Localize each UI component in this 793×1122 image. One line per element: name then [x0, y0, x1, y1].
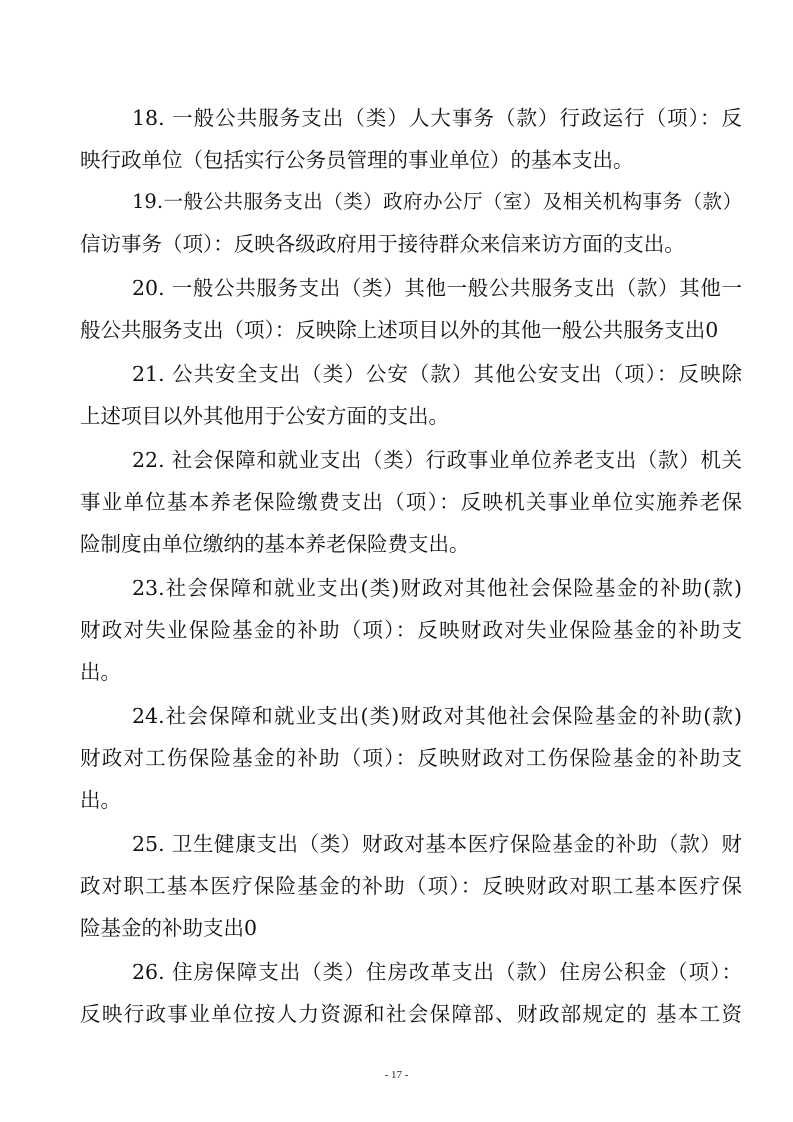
- paragraph-22-line-3: 险制度由单位缴纳的基本养老保险费支出。: [80, 532, 470, 556]
- paragraph-22-line-1: 22. 社会保障和就业支出（类）行政事业单位养老支出（款）机关: [132, 448, 742, 472]
- paragraph-23-line-2: 财政对失业保险基金的补助（项）：反映财政对失业保险基金的补助支: [80, 618, 742, 642]
- paragraph-20-line-2: 般公共服务支出（项）：反映除上述项目以外的其他一般公共服务支出0: [80, 318, 719, 342]
- paragraph-21-line-1: 21. 公共安全支出（类）公安（款）其他公安支出（项）：反映除: [132, 362, 742, 386]
- paragraph-24-line-3: 出。: [80, 788, 121, 812]
- paragraph-25-line-1: 25. 卫生健康支出（类）财政对基本医疗保险基金的补助（款）财: [132, 832, 742, 856]
- paragraph-26-line-1: 26. 住房保障支出（类）住房改革支出（款）住房公积金（项）：: [132, 960, 742, 984]
- paragraph-19-line-2: 信访事务（项）：反映各级政府用于接待群众来信来访方面的支出。: [80, 232, 685, 256]
- paragraph-25-line-2: 政对职工基本医疗保险基金的补助（项）：反映财政对职工基本医疗保: [80, 874, 742, 898]
- paragraph-26-line-2: 反映行政事业单位按人力资源和社会保障部、财政部规定的 基本工资: [80, 1002, 742, 1026]
- paragraph-19-line-1: 19.一般公共服务支出（类）政府办公厅（室）及相关机构事务（款）: [132, 190, 742, 213]
- paragraph-22-line-2: 事业单位基本养老保险缴费支出（项）：反映机关事业单位实施养老保: [80, 490, 742, 514]
- paragraph-24-line-2: 财政对工伤保险基金的补助（项）：反映财政对工伤保险基金的补助支: [80, 746, 742, 770]
- page-number: - 17 -: [384, 1069, 409, 1081]
- paragraph-18-line-1: 18. 一般公共服务支出（类）人大事务（款）行政运行（项）：反: [132, 106, 742, 130]
- paragraph-20-line-1: 20. 一般公共服务支出（类）其他一般公共服务支出（款）其他一: [132, 276, 742, 300]
- paragraph-21-line-2: 上述项目以外其他用于公安方面的支出。: [80, 404, 449, 428]
- paragraph-18-line-2: 映行政单位（包括实行公务员管理的事业单位）的基本支出。: [80, 148, 634, 172]
- paragraph-25-line-3: 险基金的补助支出0: [80, 916, 258, 940]
- paragraph-23-line-3: 出。: [80, 660, 121, 684]
- paragraph-24-line-1: 24.社会保障和就业支出(类)财政对其他社会保险基金的补助(款): [132, 704, 742, 728]
- paragraph-23-line-1: 23.社会保障和就业支出(类)财政对其他社会保险基金的补助(款): [132, 576, 742, 600]
